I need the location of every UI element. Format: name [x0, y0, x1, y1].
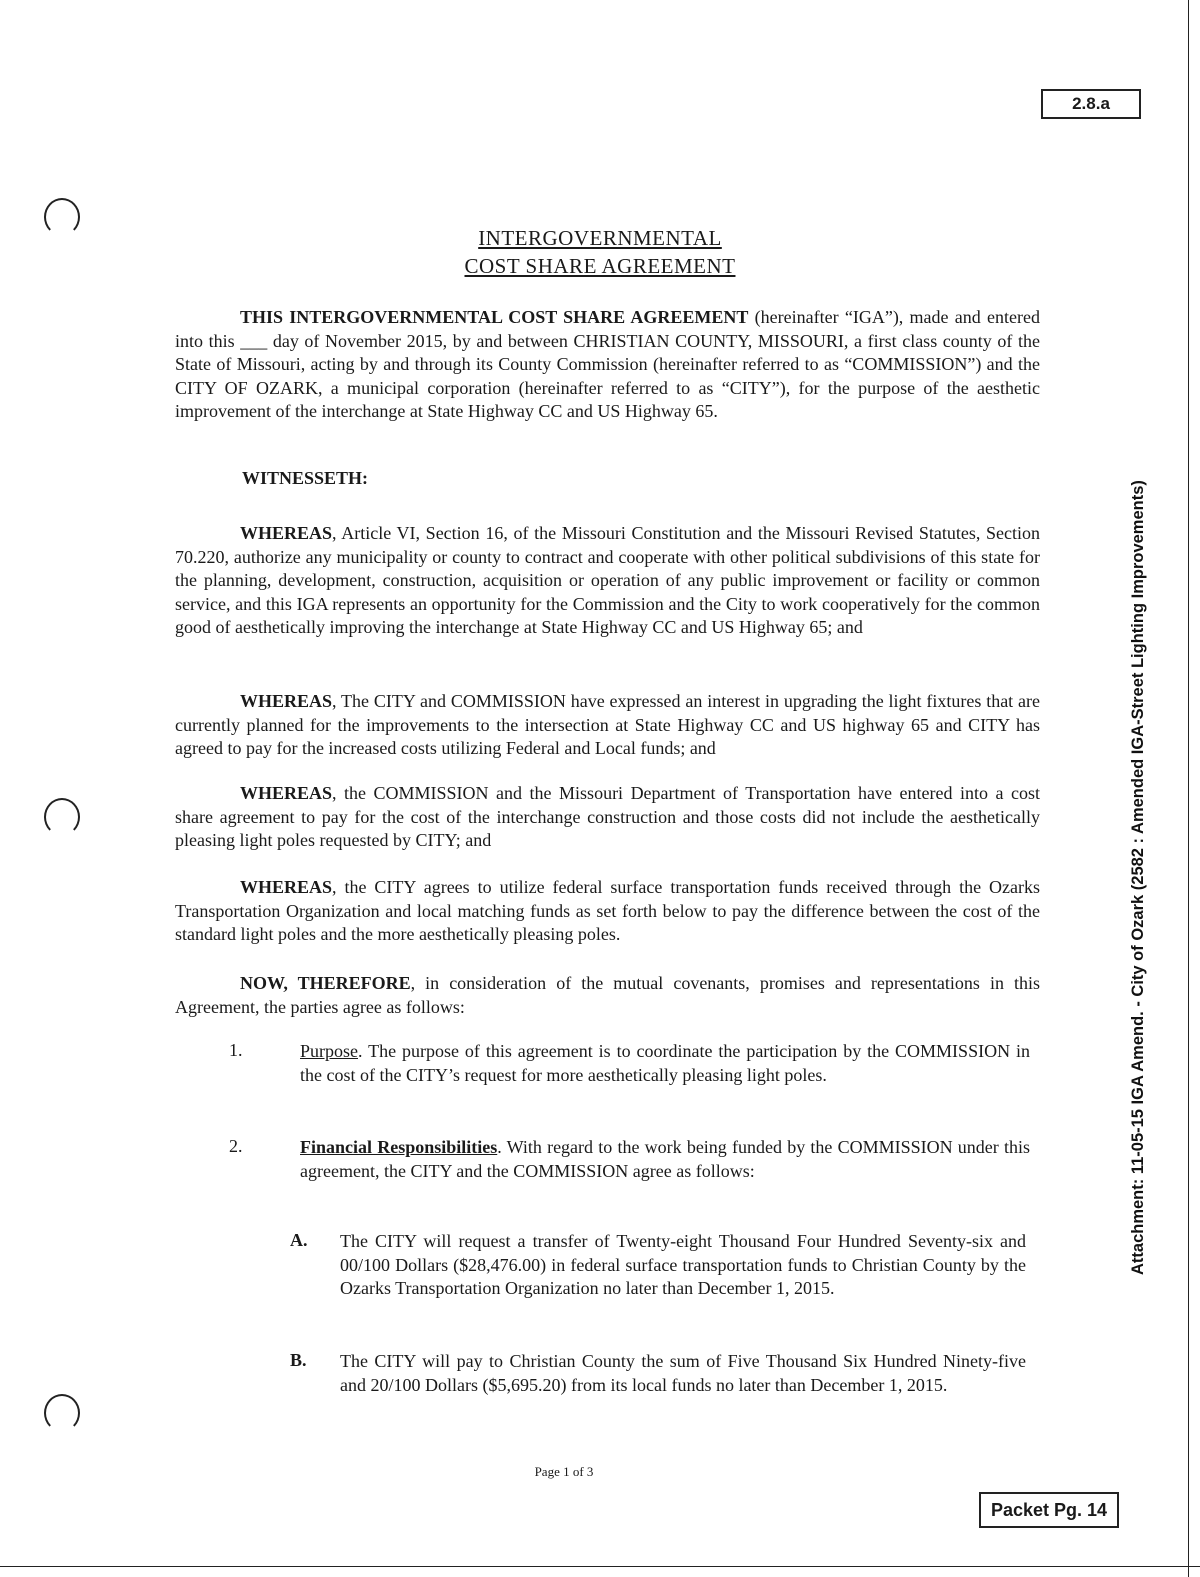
document-title-line-2: COST SHARE AGREEMENT	[464, 254, 736, 278]
subitem-letter-b: B.	[290, 1350, 307, 1370]
item-heading: Financial Responsibilities	[300, 1137, 498, 1157]
page-edge-bottom	[0, 1566, 1200, 1567]
subitem-a: The CITY will request a transfer of Twenty-eight Thousand Four Hundred Seventy-six and 00/100 Dollars ($28,476.00) in federal surface transportation funds to Christian County by the Ozarks Transportation Organization no later than December 1, 2015.	[340, 1231, 1026, 1298]
item-text: . The purpose of this agreement is to coordinate the participation by the COMMISSION in the cost of the CITY’s request for more aesthetically pleasing light poles.	[300, 1041, 1030, 1085]
intro-paragraph	[175, 306, 1040, 424]
punch-hole-middle	[44, 798, 80, 836]
item-number-1: 1.	[229, 1040, 243, 1060]
witnesseth-heading: WITNESSETH:	[242, 468, 369, 488]
intro-text: (hereinafter “IGA”), made and entered into this ___ day of November 2015, by and between CHRISTIAN COUNTY, MISSOURI, a first class county of the State of Missouri, acting by and through its County Commission (hereinafter referred to as “COMMISSION”) and the CITY OF OZARK, a municipal corporation (hereinafter referred to as “CITY”), for the purpose of the aesthetic improvement of the interchange at State Highway CC and US Highway 65.	[175, 307, 1040, 421]
item-financial-responsibilities	[300, 1136, 1030, 1183]
whereas-text: , The CITY and COMMISSION have expressed an interest in upgrading the light fixtures that are currently planned for the improvements to the intersection at State Highway CC and US highway 65 and CITY has agreed to pay for the increased costs utilizing Federal and Local funds; and	[175, 691, 1040, 758]
document-title-line-1: INTERGOVERNMENTAL	[478, 226, 722, 250]
whereas-lead: WHEREAS	[240, 783, 333, 803]
now-therefore-text: , in consideration of the mutual covenants, promises and representations in this Agreement, the parties agree as follows:	[175, 973, 1040, 1017]
whereas-text: , Article VI, Section 16, of the Missouri Constitution and the Missouri Revised Statutes, Section 70.220, authorize any municipality or county to contract and cooperate with other political subdivisions of this state for the planning, development, construction, acquisition or operation of any public improvement or facility or common service, and this IGA represents an opportunity for the Commission and the City to work cooperatively for the common good of aesthetically improving the interchange at State Highway CC and US Highway 65; and	[175, 523, 1040, 637]
whereas-text: , the CITY agrees to utilize federal surface transportation funds received through the Ozarks Transportation Organization and local matching funds as set forth below to pay the difference between the cost of the standard light poles and the more aesthetically pleasing poles.	[175, 877, 1040, 944]
whereas-text: , the COMMISSION and the Missouri Department of Transportation have entered into a cost share agreement to pay for the cost of the interchange construction and those costs did not include the aesthetically pleasing light poles requested by CITY; and	[175, 783, 1040, 850]
whereas-paragraph-4	[175, 876, 1040, 947]
punch-hole-bottom	[44, 1394, 80, 1432]
whereas-paragraph-2	[175, 690, 1040, 761]
intro-lead: THIS INTERGOVERNMENTAL COST SHARE AGREEMENT	[240, 307, 749, 327]
item-heading: Purpose	[300, 1041, 358, 1061]
packet-page-label: Packet Pg. 14	[979, 1492, 1119, 1528]
page-number: Page 1 of 3	[534, 1464, 594, 1479]
now-therefore-lead: NOW, THEREFORE	[240, 973, 411, 993]
item-number-2: 2.	[229, 1136, 243, 1156]
subitem-letter-a: A.	[290, 1230, 308, 1250]
item-purpose	[300, 1040, 1030, 1087]
whereas-lead: WHEREAS	[240, 691, 333, 711]
attachment-side-label: Attachment: 11-05-15 IGA Amend. - City of Ozark (2582 : Amended IGA-Street Lighting Improvements)	[1129, 480, 1147, 1275]
whereas-lead: WHEREAS	[240, 877, 333, 897]
whereas-paragraph-1	[175, 522, 1040, 640]
item-badge: 2.8.a	[1041, 89, 1141, 119]
item-text: . With regard to the work being funded by the COMMISSION under this agreement, the CITY and the COMMISSION agree as follows:	[300, 1137, 1030, 1181]
whereas-lead: WHEREAS	[240, 523, 333, 543]
now-therefore-paragraph	[175, 972, 1040, 1019]
subitem-b: The CITY will pay to Christian County the sum of Five Thousand Six Hundred Ninety-five and 20/100 Dollars ($5,695.20) from its local funds no later than December 1, 2015.	[340, 1351, 1026, 1395]
whereas-paragraph-3	[175, 782, 1040, 853]
